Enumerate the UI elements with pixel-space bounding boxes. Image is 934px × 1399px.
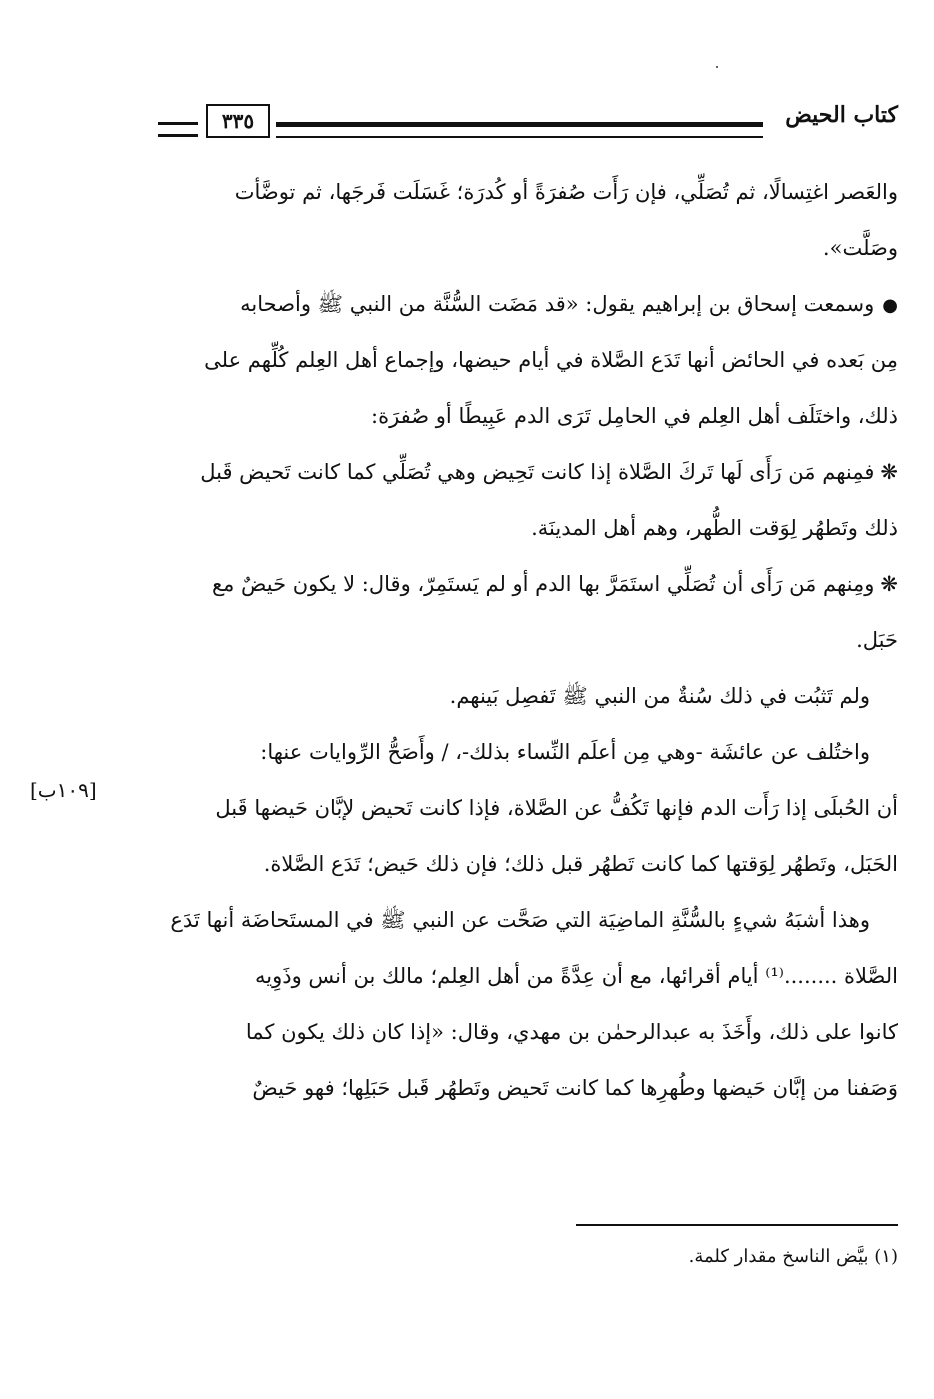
main-text — [152, 164, 898, 1116]
text-line: كانوا على ذلك، وأَخَذَ به عبدالرحمٰن بن مهدي، وقال: «إذا كان ذلك يكون كما — [245, 1020, 898, 1044]
text-line: مِن بَعده في الحائض أنها تَدَع الصَّلاة في أيام حيضها، وإجماع أهل العِلم كُلِّهم على — [204, 348, 898, 372]
star-icon: ❋ — [880, 460, 898, 484]
text-line-star — [152, 556, 898, 612]
text-line: ذلك وتَطهُر لِوَقت الطُّهر، وهم أهل المدينَة. — [531, 516, 898, 540]
text-line: واختُلف عن عائشَة -وهي مِن أعلَم النِّساء بذلك-، / وأَصَحُّ الرِّوايات عنها: — [260, 740, 870, 764]
footnote: (١) بيَّض الناسخ مقدار كلمة. — [688, 1246, 898, 1267]
text-line: وَصَفنا من إبَّان حَيضها وطُهرِها كما كانت تَحيض وتَطهُر قَبل حَبَلِها؛ فهو حَيضٌ — [252, 1076, 898, 1100]
text-line-content: ومِنهم مَن رَأَى أن تُصَلِّي استَمَرَّ بها الدم أو لم يَستَمِرّ، وقال: لا يكون حَيضٌ مع — [211, 572, 875, 596]
text-line: الحَبَل، وتَطهُر لِوَقتها كما كانت تَطهُر قبل ذلك؛ فإن ذلك حَيض؛ تَدَع الصَّلاة. — [263, 852, 898, 876]
footnote-divider — [576, 1224, 898, 1226]
page-header — [158, 98, 898, 144]
text-line: وهذا أشبَهُ شيءٍ بالسُّنَّةِ الماضِيَة التي صَحَّت عن النبي ﷺ في المستَحاضَة أنها تَدَع — [170, 908, 870, 932]
text-line-content: فمِنهم مَن رَأَى لَها تَركَ الصَّلاة إذا كانت تَحِيض وهي تُصَلِّي كما كانت تَحيض قَبل — [200, 460, 875, 484]
text-line: الصَّلاة ........⁽¹⁾ أيام أقرائها، مع أن عِدَّةً من أهل العِلم؛ مالك بن أنس وذَوِيه — [255, 964, 898, 988]
text-line: وصَلَّت». — [822, 236, 898, 260]
star-icon: ❋ — [880, 572, 898, 596]
chapter-title: كتاب الحيض — [785, 102, 898, 128]
page-number: ٣٣٥ — [206, 104, 270, 138]
header-rule — [276, 122, 763, 138]
text-line: حَبَل. — [856, 628, 898, 652]
text-line-content: وسمعت إسحاق بن إبراهيم يقول: «قد مَضَت السُّنَّة من النبي ﷺ وأصحابه — [240, 292, 875, 316]
text-line-star — [152, 444, 898, 500]
text-line: ولم تَثبُت في ذلك سُنةٌ من النبي ﷺ تَفصِل بَينهم. — [449, 684, 870, 708]
text-line: والعَصر اغتِسالًا، ثم تُصَلِّي، فإن رَأَت صُفرَةً أو كُدرَة؛ غَسَلَت فَرجَها، ثم توضَّأت — [234, 180, 898, 204]
header-left-rule — [158, 122, 198, 137]
scan-speck — [716, 66, 718, 68]
text-line: أن الحُبلَى إذا رَأَت الدم فإنها تَكُفُّ عن الصَّلاة، فإذا كانت تَحيض لإبَّان حَيضها قَبل — [215, 796, 898, 820]
text-line-bullet — [152, 276, 898, 332]
manuscript-folio-note: [١٠٩ب] — [30, 778, 97, 802]
bullet-icon: ● — [882, 295, 898, 316]
text-line: ذلك، واختَلَف أهل العِلم في الحامِل تَرَى الدم عَبِيطًا أو صُفرَة: — [371, 404, 898, 428]
